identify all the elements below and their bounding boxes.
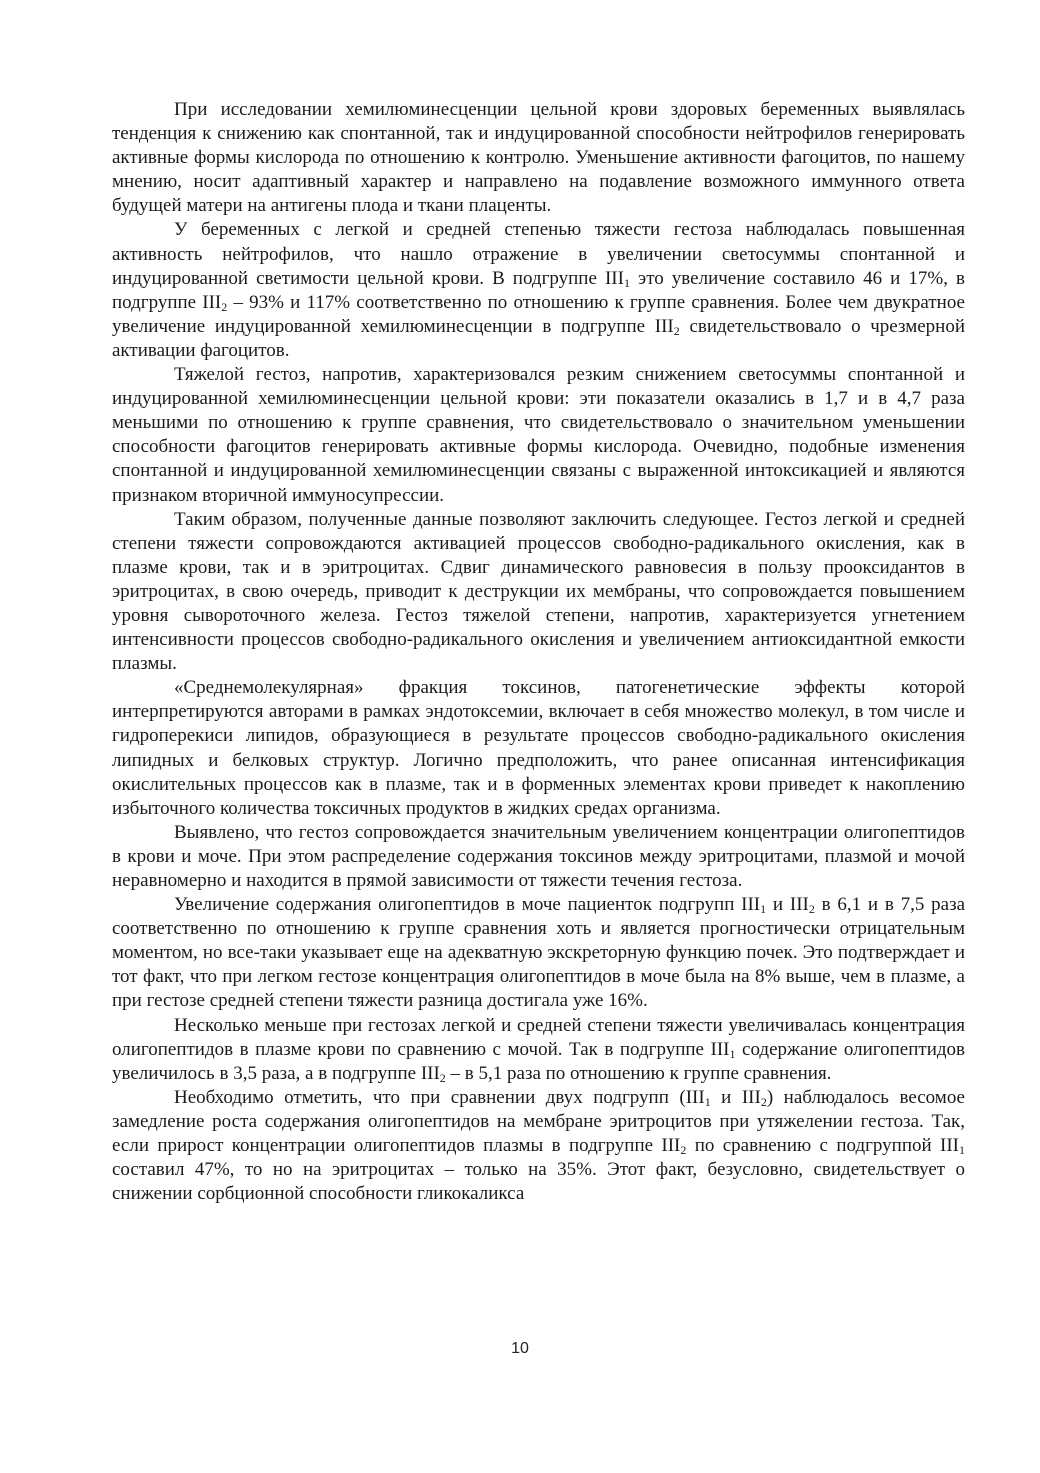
paragraph [112, 893, 965, 1013]
paragraph-text: – в 5,1 раза по отношению к группе сравнения. [445, 1062, 832, 1084]
subscript-index: 2 [221, 299, 228, 314]
subscript-index: 1 [704, 1094, 711, 1109]
paragraph-text: «Среднемолекулярная» фракция токсинов, патогенетические эффекты которой интерпретируются авторами в рамках эндотоксемии, включает в себя множество молекул, в том числе и гидроперекиси липидов, образующиеся в результате процессов свободно-радикального окисления липидных и белковых структур. Логично предположить, что ранее описанная интенсификация окислительных процессов как в плазме, так и в форменных элементах крови приведет к накоплению избыточного количества токсичных продуктов в жидких средах организма. [112, 677, 965, 819]
paragraph [112, 98, 965, 218]
subscript-index: 1 [959, 1143, 966, 1158]
paragraph-text: Несколько меньше при гестозах легкой и средней степени тяжести увеличивалась концентрация олигопептидов в плазме крови по сравнению с мочой. Так в подгруппе III [112, 1014, 965, 1060]
paragraph [112, 218, 965, 363]
paragraph-text: и III [710, 1086, 761, 1108]
paragraph [112, 363, 965, 508]
paragraph-text: Выявлено, что гестоз сопровождается значительным увеличением концентрации олигопептидов в крови и моче. При этом распределение содержания токсинов между эритроцитами, плазмой и мочой неравномерно и находится в прямой зависимости от тяжести течения гестоза. [112, 821, 965, 891]
paragraph-text: это увеличение составило 46 и 17%, в подгруппе III [112, 267, 965, 313]
subscript-index: 1 [729, 1046, 736, 1061]
paragraph-text: Необходимо отметить, что при сравнении двух подгрупп (III [174, 1086, 705, 1108]
page-number: 10 [511, 1340, 529, 1357]
subscript-index: 2 [808, 902, 815, 917]
paragraph-text: по сравнению с подгруппой III [686, 1135, 960, 1157]
paragraph [112, 1014, 965, 1086]
paragraph [112, 676, 965, 821]
document-body [112, 98, 965, 1206]
paragraph-text: составил 47%, то но на эритроцитах – только на 35%. Этот факт, безусловно, свидетельствует о снижении сорбционной способности гликокаликса [112, 1159, 965, 1205]
paragraph [112, 821, 965, 893]
subscript-index: 2 [673, 323, 680, 338]
paragraph [112, 508, 965, 677]
paragraph-text: – 93% и 117% соответственно по отношению к группе сравнения. Более чем двукратное увеличение индуцированной хемилюминесценции в подгруппе III [112, 291, 965, 337]
paragraph-text: и III [766, 894, 809, 916]
paragraph-text: При исследовании хемилюминесценции цельной крови здоровых беременных выявлялась тенденция к снижению как спонтанной, так и индуцированной способности нейтрофилов генерировать активные формы кислорода по отношению к контролю. Уменьшение активности фагоцитов, по нашему мнению, носит адаптивный характер и направлено на подавление возможного иммунного ответа будущей матери на антигены плода и ткани плаценты. [112, 99, 965, 217]
subscript-index: 1 [760, 902, 767, 917]
paragraph-text: У беременных с легкой и средней степенью тяжести гестоза наблюдалась повышенная активность нейтрофилов, что нашло отражение в увеличении светосуммы спонтанной и индуцированной светимости цельной крови. В подгруппе III [112, 219, 965, 289]
subscript-index: 2 [439, 1070, 446, 1085]
paragraph-text: содержание олигопептидов увеличилось в 3,5 раза, а в подгруппе III [112, 1038, 965, 1084]
paragraph-text: Тяжелой гестоз, напротив, характеризовался резким снижением светосуммы спонтанной и индуцированной хемилюминесценции цельной крови: эти показатели оказались в 1,7 и в 4,7 раза меньшими по отношению к группе сравнения, что свидетельствовало о значительном уменьшении способности фагоцитов генерировать активные формы кислорода. Очевидно, подобные изменения спонтанной и индуцированной хемилюминесценции связаны с выраженной интоксикацией и являются признаком вторичной иммуносупрессии. [112, 364, 965, 506]
subscript-index: 2 [760, 1094, 767, 1109]
paragraph-text: в 6,1 и в 7,5 раза соответственно по отношению к группе сравнения хоть и является прогностически отрицательным моментом, но все-таки указывает еще на адекватную экскреторную функцию почек. Это подтверждает и тот факт, что при легком гестозе концентрация олигопептидов в моче была на 8% выше, чем в плазме, а при гестозе средней степени тяжести разница достигала уже 16%. [112, 894, 966, 1012]
paragraph-text: Увеличение содержания олигопептидов в моче пациенток подгрупп III [174, 894, 761, 916]
subscript-index: 2 [680, 1143, 687, 1158]
subscript-index: 1 [623, 275, 630, 290]
paragraph [112, 1086, 965, 1206]
paragraph-text: ) наблюдалось весомое замедление роста содержания олигопептидов на мембране эритроцитов при утяжелении гестоза. Так, если прирост концентрации олигопептидов плазмы в подгруппе III [112, 1086, 965, 1157]
paragraph-text: свидетельствовало о чрезмерной активации фагоцитов. [112, 315, 966, 361]
paragraph-text: Таким образом, полученные данные позволяют заключить следующее. Гестоз легкой и средней степени тяжести сопровождаются активацией процессов свободно-радикального окисления, как в плазме крови, так и в эритроцитах. Сдвиг динамического равновесия в пользу прооксидантов в эритроцитах, в свою очередь, приводит к деструкции их мембраны, что сопровождается повышением уровня сывороточного железа. Гестоз тяжелой степени, напротив, характеризуется угнетением интенсивности процессов свободно-радикального окисления и увеличением антиоксидантной емкости плазмы. [112, 508, 965, 675]
